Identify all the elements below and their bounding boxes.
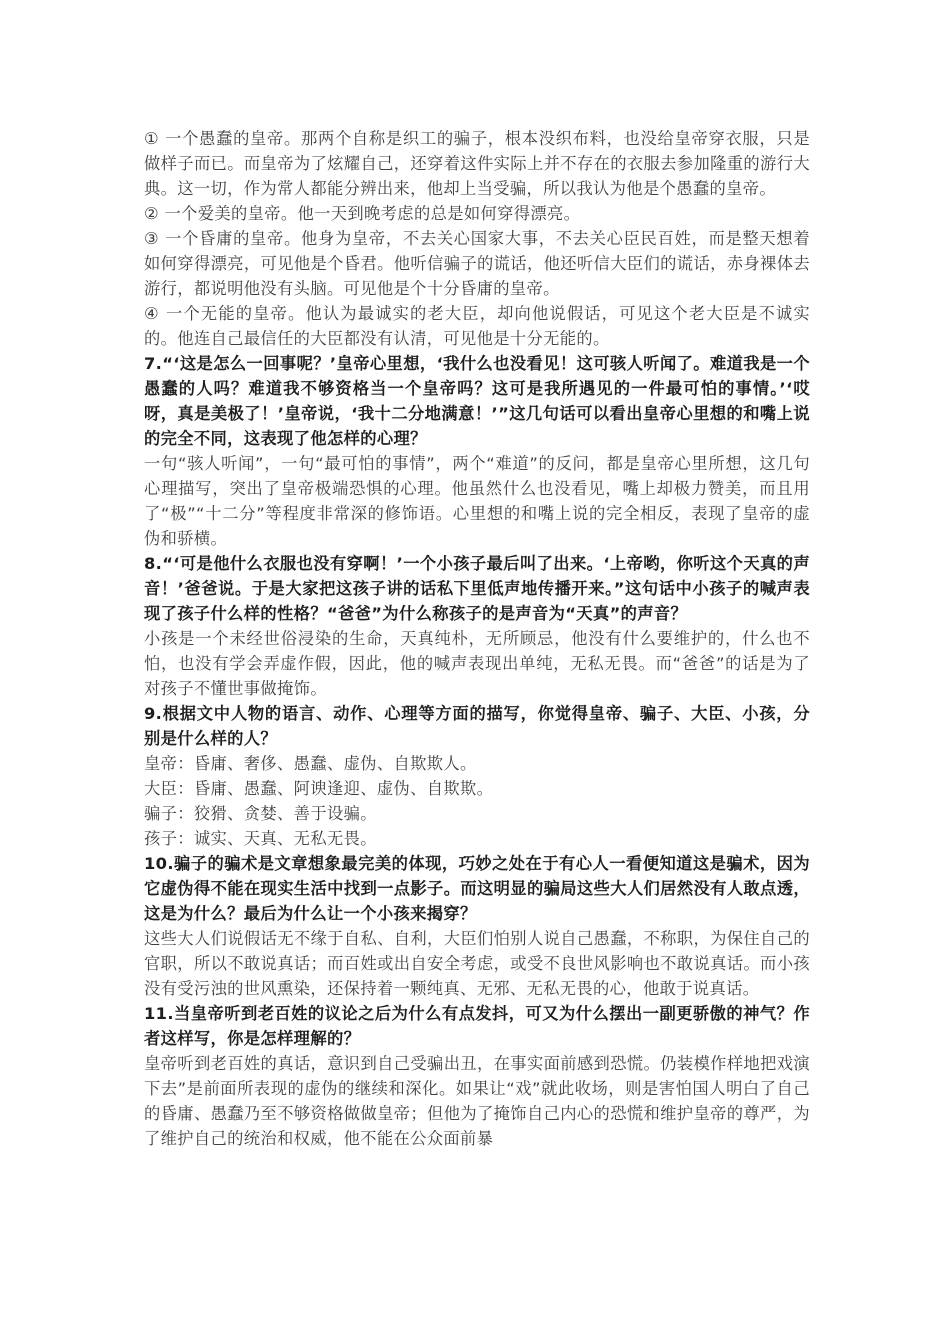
answer-paragraph: 一句“骇人听闻”，一句“最可怕的事情”，两个“难道”的反问，都是皇帝心里所想，这几句心理描写，突出了皇帝极端恐惧的心理。他虽然什么也没看见，嘴上却极力赞美，而且用了“极”“十二分”等程度非常深的修饰语。心里想的和嘴上说的完全相反，表现了皇帝的虚伪和骄横。 <box>144 454 810 548</box>
answer-paragraph: ④ 一个无能的皇帝。他认为最诚实的老大臣，却向他说假话，可见这个老大臣是不诚实的。他连自己最信任的大臣都没有认清，可见他是十分无能的。 <box>144 304 810 348</box>
question-9: 9.根据文中人物的语言、动作、心理等方面的描写，你觉得皇帝、骗子、大臣、小孩，分别是什么样的人？ <box>144 704 810 748</box>
answer-paragraph: 这些大人们说假话无不缘于自私、自利，大臣们怕别人说自己愚蠢，不称职，为保住自己的官职，所以不敢说真话；而百姓或出自安全考虑，或受不良世风影响也不敢说真话。而小孩没有受污浊的世风熏染，还保持着一颗纯真、无邪、无私无畏的心，他敢于说真话。 <box>144 929 810 998</box>
answer-paragraph: ② 一个爱美的皇帝。他一天到晚考虑的总是如何穿得漂亮。 <box>144 204 581 223</box>
answer-line-child: 孩子：诚实、天真、无私无畏。 <box>144 829 377 848</box>
answer-paragraph: 小孩是一个未经世俗浸染的生命，天真纯朴，无所顾忌，他没有什么要维护的，什么也不怕，也没有学会弄虚作假，因此，他的喊声表现出单纯，无私无畏。而“爸爸”的话是为了对孩子不懂世事做掩饰。 <box>144 629 810 698</box>
document-page <box>144 126 810 1151</box>
answer-paragraph: ① 一个愚蠢的皇帝。那两个自称是织工的骗子，根本没织布料，也没给皇帝穿衣服，只是做样子而已。而皇帝为了炫耀自己，还穿着这件实际上并不存在的衣服去参加隆重的游行大典。这一切，作为常人都能分辨出来，他却上当受骗，所以我认为他是个愚蠢的皇帝。 <box>144 129 810 198</box>
question-10: 10.骗子的骗术是文章想象最完美的体现，巧妙之处在于有心人一看便知道这是骗术，因为它虚伪得不能在现实生活中找到一点影子。而这明显的骗局这些大人们居然没有人敢点透，这是为什么？最后为什么让一个小孩来揭穿？ <box>144 854 810 923</box>
answer-line-minister: 大臣：昏庸、愚蠢、阿谀逢迎、虚伪、自欺欺。 <box>144 779 494 798</box>
question-11: 11.当皇帝听到老百姓的议论之后为什么有点发抖，可又为什么摆出一副更骄傲的神气？作者这样写，你是怎样理解的？ <box>144 1004 810 1048</box>
question-8: 8.“‘可是他什么衣服也没有穿啊！’一个小孩子最后叫了出来。‘上帝哟，你听这个天真的声音！’爸爸说。于是大家把这孩子讲的话私下里低声地传播开来。”这句话中小孩子的喊声表现了孩子什么样的性格？“爸爸”为什么称孩子的是声音为“天真”的声音？ <box>144 554 810 623</box>
answer-paragraph: 皇帝听到老百姓的真话，意识到自己受骗出丑，在事实面前感到恐慌。仍装模作样地把戏演下去”是前面所表现的虚伪的继续和深化。如果让“戏”就此收场，则是害怕国人明白了自己的昏庸、愚蠢乃至不够资格做做皇帝；但他为了掩饰自己内心的恐慌和维护皇帝的尊严，为了维护自己的统治和权威，他不能在公众面前暴 <box>144 1054 810 1148</box>
answer-line-emperor: 皇帝：昏庸、奢侈、愚蠢、虚伪、自欺欺人。 <box>144 754 477 773</box>
answer-paragraph: ③ 一个昏庸的皇帝。他身为皇帝，不去关心国家大事，不去关心臣民百姓，而是整天想着如何穿得漂亮，可见他是个昏君。他听信骗子的谎话，他还听信大臣们的谎话，赤身裸体去游行，都说明他没有头脑。可见他是个十分昏庸的皇帝。 <box>144 229 810 298</box>
question-7: 7.“‘这是怎么一回事呢？’皇帝心里想，‘我什么也没看见！这可骇人听闻了。难道我是一个愚蠢的人吗？难道我不够资格当一个皇帝吗？这可是我所遇见的一件最可怕的事情。’‘哎呀，真是美极了！’皇帝说，‘我十二分地满意！’”这几句话可以看出皇帝心里想的和嘴上说的完全不同，这表现了他怎样的心理？ <box>144 354 810 448</box>
answer-line-swindler: 骗子：狡猾、贪婪、善于设骗。 <box>144 804 377 823</box>
